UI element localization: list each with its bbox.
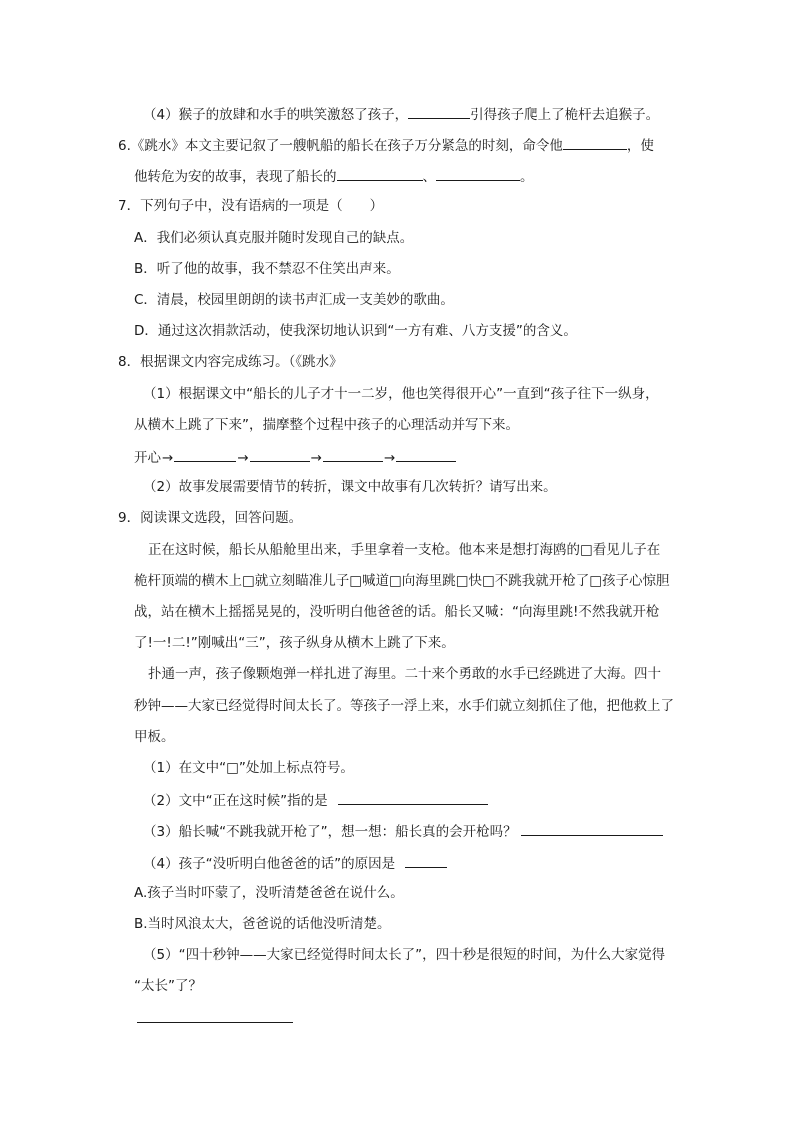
q9-sub4-option-a[interactable]: A.孩子当时吓蒙了，没听清楚爸爸在说什么。	[134, 885, 404, 901]
q9-sub2-line	[143, 790, 488, 810]
q7-stem: 7．下列句子中，没有语病的一项是（ ）	[118, 198, 384, 214]
q9-para1-line2: 桅杆顶端的横木上□就立刻瞄准儿子□喊道□向海里跳□快□不跳我就开枪了□孩子心惊胆	[134, 573, 670, 589]
q9-para2-line3: 甲板。	[134, 729, 175, 745]
q8-p1-line2: 从横木上跳了下来”，揣摩整个过程中孩子的心理活动并写下来。	[134, 417, 519, 433]
q6-blank-command[interactable]	[563, 135, 627, 150]
arrow-icon: →	[383, 450, 396, 466]
q6-line2	[134, 166, 534, 186]
q6-end: 。	[520, 169, 534, 185]
q9-sub3-line	[143, 821, 663, 841]
q9-sub3: （3）船长喊“不跳我就开枪了”，想一想：船长真的会开枪吗？	[143, 824, 517, 840]
q9-sub2: （2）文中“正在这时候”指的是	[143, 793, 328, 809]
q5-4-blank[interactable]	[408, 104, 470, 119]
q9-sub4-blank[interactable]	[405, 853, 447, 868]
q5-4-text: （4）猴子的放肆和水手的哄笑激怒了孩子，	[143, 107, 409, 123]
q9-para1-line1: 正在这时候，船长从船舱里出来，手里拿着一支枪。他本来是想打海鸥的□看见儿子在	[148, 542, 661, 558]
arrow-icon: →	[237, 450, 249, 466]
q6-blank-quality-1[interactable]	[337, 166, 423, 181]
q9-para2-line2: 秒钟——大家已经觉得时间太长了。等孩子一浮上来，水手们就立刻抓住了他，把他救上了	[134, 698, 674, 714]
q9-sub4-option-b[interactable]: B.当时风浪太大，爸爸说的话他没听清楚。	[134, 916, 391, 932]
q8-p2: （2）故事发展需要情节的转折，课文中故事有几次转折？请写出来。	[143, 479, 557, 495]
q9-sub3-blank[interactable]	[521, 821, 663, 836]
q6-line1	[118, 135, 654, 155]
q7-option-a[interactable]: A．我们必须认真克服并随时发现自己的缺点。	[134, 230, 414, 246]
q6-text-c: 他转危为安的故事，表现了船长的	[134, 169, 337, 185]
q8-blank-4[interactable]	[396, 447, 456, 462]
q9-para2-line1: 扑通一声，孩子像颗炮弹一样扎进了海里。二十来个勇敢的水手已经跳进了大海。四十	[148, 666, 661, 682]
q6-text-a: 6.《跳水》本文主要记叙了一艘帆船的船长在孩子万分紧急的时刻，命令他	[118, 138, 563, 154]
q8-blank-2[interactable]	[250, 447, 310, 462]
q9-para1-line4: 了!一!二!”刚喊出“三”，孩子纵身从横木上跳了下来。	[134, 635, 455, 651]
q6-text-b: ，使	[626, 138, 654, 154]
q9-para1-line3: 战，站在横木上摇摇晃晃的，没听明白他爸爸的话。船长又喊：“向海里跳!不然我就开枪	[134, 604, 660, 620]
q9-sub5-line2: “太长”了？	[134, 978, 202, 994]
q6-blank-quality-2[interactable]	[436, 166, 520, 181]
q9-sub2-blank[interactable]	[338, 790, 488, 805]
q7-option-b[interactable]: B．听了他的故事，我不禁忍不住笑出声来。	[134, 261, 400, 277]
q6-sep: 、	[422, 169, 436, 185]
q5-4-line	[143, 104, 659, 124]
q8-stem: 8．根据课文内容完成练习。（《跳水》	[118, 354, 343, 370]
q8-blank-3[interactable]	[323, 447, 383, 462]
q9-sub4: （4）孩子“没听明白他爸爸的话”的原因是	[143, 856, 396, 872]
q7-option-d[interactable]: D．通过这次捐款活动，使我深切地认识到“一方有难、八方支援”的含义。	[134, 323, 577, 339]
q9-sub1: （1）在文中“□”处加上标点符号。	[143, 760, 354, 776]
q8-chain	[134, 447, 456, 467]
q5-4-after: 引得孩子爬上了桅杆去追猴子。	[470, 107, 660, 123]
q8-chain-start: 开心	[134, 450, 161, 466]
q9-stem: 9．阅读课文选段，回答问题。	[118, 510, 303, 526]
q9-sub5-answer-line[interactable]	[137, 1022, 293, 1023]
q9-sub5-line1: （5）“四十秒钟——大家已经觉得时间太长了”，四十秒是很短的时间，为什么大家觉得	[143, 947, 666, 963]
arrow-icon: →	[310, 450, 322, 466]
q8-p1-line1: （1）根据课文中“船长的儿子才十一二岁，他也笑得很开心”一直到“孩子往下一纵身，	[143, 386, 659, 402]
q8-blank-1[interactable]	[174, 447, 236, 462]
q7-option-c[interactable]: C．清晨，校园里朗朗的读书声汇成一支美妙的歌曲。	[134, 292, 454, 308]
q9-sub4-line	[143, 853, 447, 873]
arrow-icon: →	[162, 450, 174, 466]
